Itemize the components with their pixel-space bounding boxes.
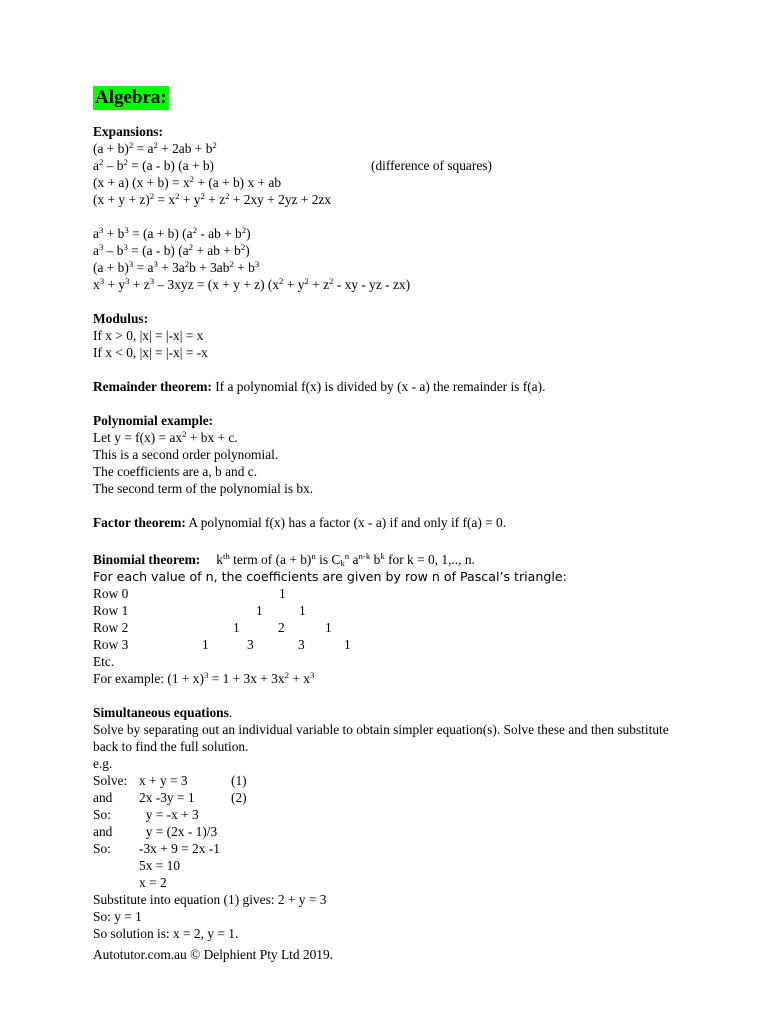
- page-title: Algebra:: [95, 87, 167, 108]
- remainder-heading: Remainder theorem:: [93, 379, 212, 394]
- modulus-line: If x > 0, |x| = |-x| = x: [93, 328, 204, 343]
- polynomial-definition: Let $y = f(x) = ax^2$ + bx + c.: [93, 429, 238, 445]
- binomial-heading: Binomial theorem:: [93, 552, 201, 567]
- document-body: [93, 86, 713, 942]
- formula-difference-of-squares: $a^2 - b^2 = (a - b) (a + b)$ (difference of squares): [93, 157, 492, 173]
- modulus-heading: Modulus:: [93, 311, 149, 326]
- pascal-row-2: Row 2 1 2 1: [93, 620, 332, 635]
- equation-step: x = 2: [139, 875, 167, 890]
- formula-difference-of-cubes: $a^3 - b^3 = (a - b) (a^2$ + ab + $b^2$): [93, 242, 250, 258]
- factor-text: A polynomial f(x) has a factor (x - a) if and only if f(a) = 0.: [185, 515, 507, 530]
- formula-sum-of-cubes: $a^3 + b^3 = (a + b)$ ($a^2$ - ab + $b^2$): [93, 225, 251, 241]
- pascal-etc: Etc.: [93, 654, 115, 669]
- simultaneous-heading: Simultaneous equations.: [93, 705, 233, 720]
- equation-step: So: y = -x + 3: [93, 807, 199, 822]
- simultaneous-eg: e.g.: [93, 756, 113, 771]
- formula-trinomial-square: $(x + y + z)^2 = x^2 + y^2 + z^2 + 2xy + 2yz + 2zx$: [93, 191, 332, 207]
- binomial-theorem: Binomial theorem: $k^{th}$ term of $(a + b)^n$ is $C_k^n$ $a^{n-k}$ $b^k$ for k = 0, 1,.., n.: [93, 551, 475, 568]
- equation-step: 5x = 10: [139, 858, 181, 873]
- polynomial-line: This is a second order polynomial.: [93, 447, 279, 462]
- equation-step: and y = (2x - 1)/3: [93, 824, 218, 839]
- pascal-row-0: Row 0 1: [93, 586, 286, 601]
- binomial-example: For example: $(1 + x)^3 = 1 + 3x + 3x^2 + x^3$: [93, 670, 315, 686]
- pascal-row-1: Row 1 1 1: [93, 603, 306, 618]
- modulus-line: If x < 0, |x| = |-x| = -x: [93, 345, 208, 360]
- solution-line: So: y = 1: [93, 909, 142, 924]
- equation-step: Solve: x + y = 3 (1): [93, 773, 247, 788]
- formula-product-of-binomials: (x + a) $(x + b) = x^2 + (a + b) x$ + ab: [93, 174, 282, 190]
- formula-note: (difference of squares): [371, 158, 492, 173]
- solution-line: So solution is: x = 2, y = 1.: [93, 926, 239, 941]
- formula-cube-of-sum: $(a + b)^3 = a^3 + 3a^2b + 3ab^2 + b^3$: [93, 259, 260, 275]
- remainder-text: If a polynomial f(x) is divided by (x - a) the remainder is f(a).: [211, 379, 546, 394]
- pascal-intro: For each value of n, the coefficients are given by row n of Pascal’s triangle:: [93, 569, 567, 584]
- polynomial-heading: Polynomial example:: [93, 413, 214, 428]
- factor-heading: Factor theorem:: [93, 515, 186, 530]
- simultaneous-intro: Solve by separating out an individual variable to obtain simpler equation(s). Solve these and then substitute back to find the full solution.: [93, 722, 669, 754]
- polynomial-line: The coefficients are a, b and c.: [93, 464, 258, 479]
- footer-copyright: Autotutor.com.au © Delphient Pty Ltd 2019.: [93, 947, 334, 962]
- formula-square-of-sum: $(a + b)^2 = a^2 + 2ab + b^2$: [93, 140, 217, 156]
- factor-theorem: [93, 514, 713, 531]
- pascal-row-3: Row 3 1 3 3 1: [93, 637, 351, 652]
- solution-line: Substitute into equation (1) gives: 2 + y = 3: [93, 892, 327, 907]
- expansions-heading: Expansions:: [93, 124, 163, 139]
- equation-step: So: -3x + 9 = 2x -1: [93, 841, 220, 856]
- formula-three-cubes: $x^3 + y^3 + z^3 - 3xyz = (x + y + z) (x^2 + y^2 + z^2$ - xy - yz - zx): [93, 276, 411, 292]
- remainder-theorem: [93, 378, 713, 395]
- equation-step: and 2x -3y = 1 (2): [93, 790, 247, 805]
- polynomial-line: The second term of the polynomial is bx.: [93, 481, 314, 496]
